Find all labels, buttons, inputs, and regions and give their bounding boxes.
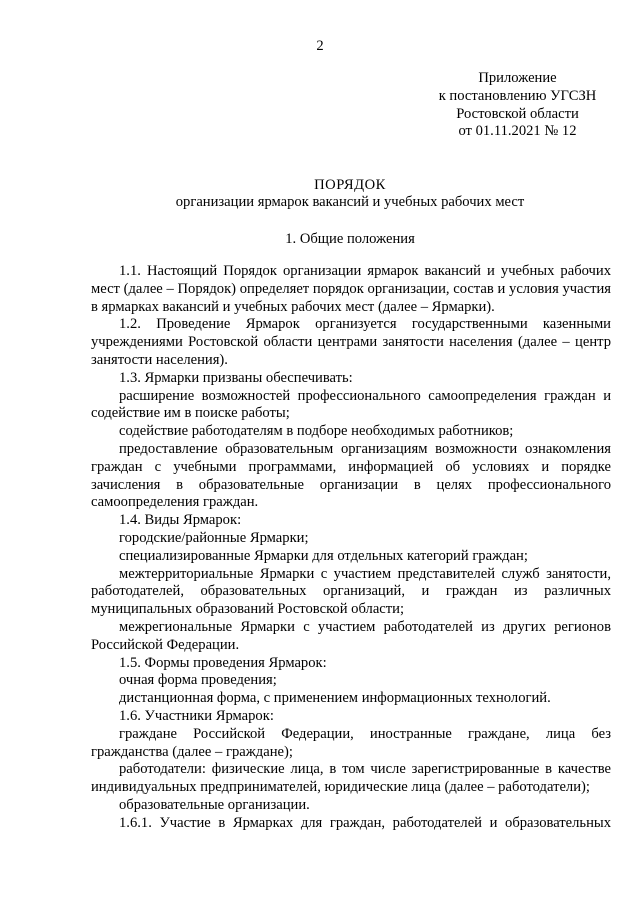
document-body	[91, 263, 611, 833]
paragraph: межрегиональные Ярмарки с участием работодателей из других регионов Российской Федерации.	[91, 618, 611, 653]
paragraph: 1.3. Ярмарки призваны обеспечивать:	[119, 369, 353, 386]
page-number: 2	[316, 38, 324, 54]
paragraph: городские/районные Ярмарки;	[119, 529, 309, 546]
paragraph: межтерриториальные Ярмарки с участием представителей служб занятости, работодателей, образовательных организаций, и граждан из различных муниципальных образований Ростовской области;	[91, 565, 611, 618]
paragraph: 1.5. Формы проведения Ярмарок:	[119, 654, 327, 671]
paragraph: работодатели: физические лица, в том числе зарегистрированные в качестве индивидуальных предпринимателей, юридические лица (далее – работодатели);	[91, 761, 611, 796]
paragraph: 1.6. Участники Ярмарок:	[119, 707, 274, 724]
annex-line: к постановлению УГСЗН	[438, 87, 597, 104]
paragraph: 1.2. Проведение Ярмарок организуется государственными казенными учреждениями Ростовской области центрами занятости населения (далее – центр занятости населения).	[91, 316, 611, 368]
annex-line: Приложение	[478, 70, 557, 86]
paragraph: граждане Российской Федерации, иностранные граждане, лица без гражданства (далее – граждане);	[91, 725, 611, 760]
annex-line: от 01.11.2021 № 12	[458, 123, 577, 140]
section-heading: 1. Общие положения	[285, 231, 415, 247]
paragraph: дистанционная форма, с применением информационных технологий.	[119, 690, 551, 707]
paragraph: специализированные Ярмарки для отдельных категорий граждан;	[119, 547, 528, 564]
annex-block	[400, 70, 635, 141]
paragraph: образовательные организации.	[119, 796, 310, 813]
paragraph: содействие работодателям в подборе необходимых работников;	[119, 423, 514, 440]
annex-line: Ростовской области	[456, 105, 579, 122]
document-title: ПОРЯДОК	[314, 177, 386, 193]
paragraph: 1.4. Виды Ярмарок:	[119, 512, 242, 529]
paragraph: 1.1. Настоящий Порядок организации ярмарок вакансий и учебных рабочих мест (далее – Порядок) определяет порядок организации, состав и условия участия в ярмарках вакансий и учебных рабочих мест (далее – Ярмарки).	[91, 263, 611, 315]
paragraph: очная форма проведения;	[119, 672, 277, 689]
paragraph: 1.6.1. Участие в Ярмарках для граждан, работодателей и образовательных	[119, 814, 611, 831]
paragraph: предоставление образовательным организациям возможности ознакомления граждан с учебными программами, информацией об условиях и порядке зачисления в образовательные организации в целях профессионального самоопределения граждан.	[91, 440, 611, 511]
paragraph: расширение возможностей профессионального самоопределения граждан и содействие им в поиске работы;	[91, 387, 611, 422]
document-subtitle: организации ярмарок вакансий и учебных рабочих мест	[175, 194, 525, 210]
